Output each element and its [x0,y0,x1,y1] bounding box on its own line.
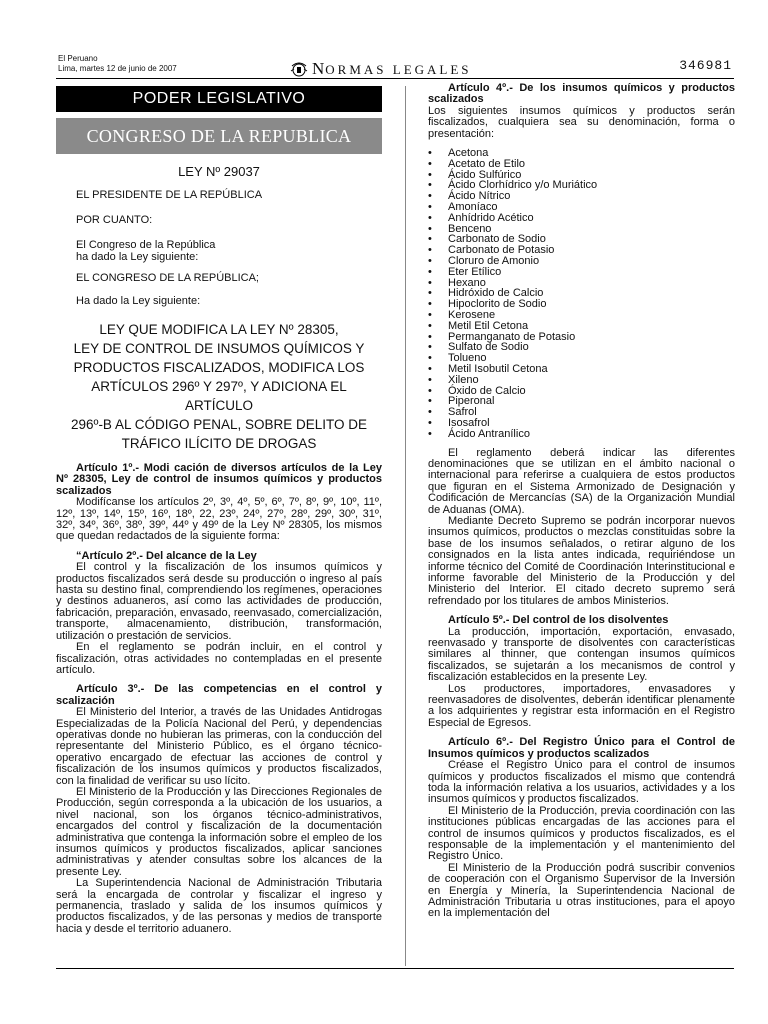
chemical-list [428,148,735,440]
article-6-paragraph: El Ministerio de la Producción podrá suscribir convenios de cooperación con el Organismo Supervisor de la Inversión en Energía y Minería, la Superintendencia Nacional de Administración Tributaria u otras instituciones, para el apoyo en la implementación del [428,861,735,920]
article-4-paragraph: Mediante Decreto Supremo se podrán incorporar nuevos insumos químicos, productos o mezclas constituidas sobre la base de los insumos señalados, o retirar alguno de los consignados en la lista antes indicada, requiriéndose un informe técnico del Comité de Coordinación Interinstitucional e informe favorable del Ministerio de la Producción y del Ministerio del Interior. El citado decreto supremo será refrendado por los titulares de ambos Ministerios. [428,514,735,607]
article-6-paragraph: Créase el Registro Único para el control de insumos químicos y productos fiscalizados el mismo que contendrá toda la información relativa a los usuarios, actividades y a los insumos químicos y productos fiscalizados. [428,759,735,806]
law-title-line: 296º-B AL CÓDIGO PENAL, SOBRE DELITO DE [70,417,368,432]
article-2-heading: “Artículo 2º.- Del alcance de la Ley [76,549,257,562]
chemical-list-item: • Ácido Sulfúrico [428,170,735,181]
article-4-heading: Artículo 4º.- De los insumos químicos y productos scalizados [428,82,735,106]
chemical-list-item: • Óxido de Calcio [428,386,735,397]
article-3-paragraph: El Ministerio del Interior, a través de las Unidades Antidrogas Especializadas de la Policía Nacional del Perú, y dependencias operativas donde no hubieran las primeras, con la conducción del representante del Ministerio Público, es el órgano técnico-operativo encargado de efectuar las acciones de control y fiscalización de los insumos químicos y productos fiscalizados, con la finalidad de verificar su uso lícito. [56,706,382,787]
header-publication-info [58,54,177,74]
chemical-list-item: • Metil Etil Cetona [428,321,735,332]
article-3-paragraph: La Superintendencia Nacional de Administración Tributaria será la encargada de controlar y fiscalizar el ingreso y permanencia, traslado y salida de los insumos químicos y productos fiscalizados, y de las personas y medios de transporte hacia y desde el territorio aduanero. [56,877,382,935]
article-5-heading: Artículo 5º.- Del control de los disolventes [448,614,669,627]
chemical-list-item: • Cloruro de Amonio [428,256,735,267]
law-title-line: LEY QUE MODIFICA LA LEY Nº 28305, [99,322,339,337]
chemical-list-item: • Benceno [428,224,735,235]
header-rule [56,78,734,79]
publication-date: Lima, martes 12 de junio de 2007 [58,64,177,73]
chemical-list-item: • Acetato de Etilo [428,159,735,170]
chemical-list-item: • Xileno [428,375,735,386]
chemical-list-item: • Piperonal [428,396,735,407]
intro-congreso: El Congreso de la República ha dado la Ley siguiente: [76,239,216,263]
chemical-list-item: • Hexano [428,278,735,289]
chemical-list-item: • Acetona [428,148,735,159]
coat-of-arms-icon [290,61,308,77]
article-3-paragraph: El Ministerio de la Producción y las Direcciones Regionales de Producción, según corresponda a la ubicación de los usuarios, a nivel nacional, son los órganos técnico-administrativos, encargados del control y fiscalización de la documentación administrativa que contenga la información sobre el empleo de los insumos químicos y productos fiscalizados, aplicar sanciones administrativas y atender consultas sobre los alcances de la presente Ley. [56,785,382,878]
chemical-list-item: • Ácido Antranílico [428,429,735,440]
chemical-list-item: • Hipoclorito de Sodio [428,299,735,310]
article-5-paragraph: La producción, importación, exportación, envasado, reenvasado y transporte de disolventes con características similares al thinner, que contengan insumos químicos fiscalizados, se sujetarán a los mecanismos de control y fiscalización establecidos en la presente Ley. [428,625,735,684]
footer-rule [56,968,734,969]
left-column [56,86,382,935]
article-6-heading: Artículo 6º.- Del Registro Único para el Control de Insumos químicos y productos scalizados [428,736,735,760]
chemical-list-item: • Isosafrol [428,418,735,429]
article-1-text: Modifícanse los artículos 2º, 3º, 4º, 5º, 6º, 7º, 8º, 9º, 10º, 11º, 12º, 13º, 14º, 15º, 16º, 18º, 22, 23º, 24º, 27º, 28º, 29º, 30º, 31º, 32º, 34º, 36º, 38º, 39º, 44º y 49º de la Ley Nº 28305, los mismos que quedan redactados de la siguiente forma: [56,496,382,543]
intro-congreso-republica: EL CONGRESO DE LA REPÚBLICA; [76,272,259,284]
article-5-paragraph: Los productores, importadores, envasadores y reenvasadores de disolventes, deberán identificar plenamente a los adquirientes y registrar esta información en el Registro Especial de Egresos. [428,682,735,729]
right-column [428,83,735,920]
chemical-list-item: • Safrol [428,407,735,418]
law-title-line: PRODUCTOS FISCALIZADOS, MODIFICA LOS [73,360,365,375]
chemical-list-item: • Carbonato de Potasio [428,245,735,256]
chemical-list-item: • Ácido Nítrico [428,191,735,202]
article-3-heading: Artículo 3º.- De las competencias en el control y scalización [56,683,382,707]
law-number: LEY Nº 29037 [178,164,260,179]
chemical-list-item: • Metil Isobutil Cetona [428,364,735,375]
page-number: 346981 [679,58,732,73]
chemical-list-item: • Ácido Clorhídrico y/o Muriático [428,180,735,191]
chemical-list-item: • Kerosene [428,310,735,321]
law-title-line: ARTÍCULOS 296º Y 297º, Y ADICIONA EL ARTÍCULO [91,379,347,413]
article-2-paragraph: El control y la fiscalización de los insumos químicos y productos fiscalizados será desde su producción o ingreso al país hasta su destino final, comprendiendo los regímenes, operaciones y destinos aduaneros, así como las actividades de producción, fabricación, preparación, envasado, reenvasado, comercialización, transporte, almacenamiento, distribución, transformación, utilización o prestación de servicios. [56,561,382,642]
law-title-line: TRÁFICO ILÍCITO DE DROGAS [121,436,317,451]
publication-name: El Peruano [58,54,98,63]
article-4-paragraph: El reglamento deberá indicar las diferentes denominaciones que se utilizan en el ámbito nacional o internacional para referirse a cualquiera de estos productos que figuran en el Sistema Armonizado de Designación y Codificación de Mercancías (SA) de la Organización Mundial de Aduanas (OMA). [428,446,735,516]
article-2-paragraph: En el reglamento se podrán incluir, en el control y fiscalización, otras actividades no contempladas en el presente artículo. [56,641,382,676]
chemical-list-item: • Eter Etílico [428,267,735,278]
section-header [290,59,472,79]
intro-por-cuanto: POR CUANTO: [76,214,153,226]
congreso-banner: CONGRESO DE LA REPUBLICA [56,118,382,154]
chemical-list-item: • Hidróxido de Calcio [428,288,735,299]
chemical-list-item: • Permanganato de Potasio [428,332,735,343]
article-6-paragraph: El Ministerio de la Producción, previa coordinación con las instituciones públicas encargadas de las acciones para el control de insumos químicos y productos fiscalizados, es el responsable de la implementación y el mantenimiento del Registro Único. [428,804,735,863]
chemical-list-item: • Tolueno [428,353,735,364]
column-divider [405,86,406,966]
law-title-line: LEY DE CONTROL DE INSUMOS QUÍMICOS Y [73,341,365,356]
chemical-list-item: • Anhídrido Acético [428,213,735,224]
law-title [56,320,382,453]
intro-ha-dado: Ha dado la Ley siguiente: [76,295,201,307]
chemical-list-item: • Amoníaco [428,202,735,213]
chemical-list-item: • Sulfato de Sodio [428,342,735,353]
chemical-list-item: • Carbonato de Sodio [428,234,735,245]
article-1-heading: Artículo 1º.- Modi cación de diversos artículos de la Ley Nº 28305, Ley de control de insumos químicos y productos scalizados [56,462,382,497]
section-title: NORMAS LEGALES [312,59,472,78]
intro-president: EL PRESIDENTE DE LA REPÚBLICA [76,189,263,201]
poder-legislativo-banner: PODER LEGISLATIVO [56,86,382,112]
article-4-intro: Los siguientes insumos químicos y productos serán fiscalizados, cualquiera sea su denominación, forma o presentación: [428,104,735,140]
